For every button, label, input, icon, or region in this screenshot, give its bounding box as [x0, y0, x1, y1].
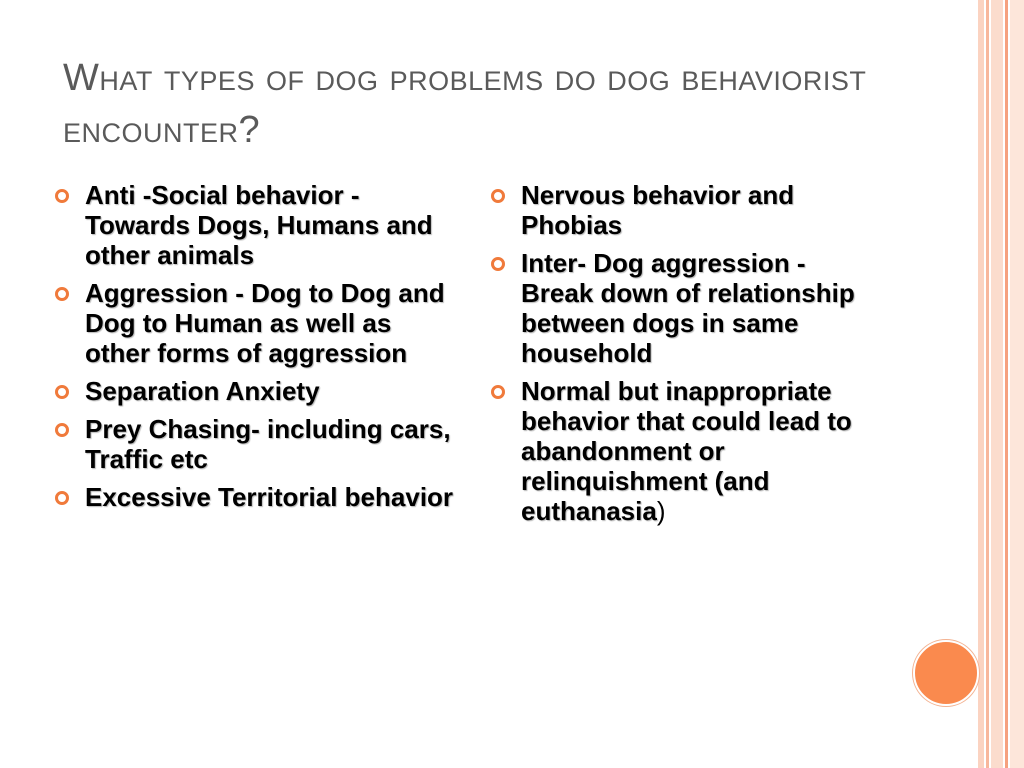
list-item-text: Separation Anxiety — [85, 376, 320, 406]
closing-paren: ) — [656, 496, 666, 526]
list-item-text: Nervous behavior and Phobias — [521, 180, 795, 240]
stripe — [978, 0, 984, 768]
bullet-icon — [491, 189, 505, 203]
stripe — [1005, 0, 1008, 768]
bullet-icon — [491, 385, 505, 399]
list-item — [55, 482, 455, 512]
slide-title: What types of dog problems do dog behaviorist encounter? — [63, 57, 867, 151]
list-item-text: Prey Chasing- including cars, Traffic etc — [85, 414, 451, 474]
left-bullet-list — [55, 180, 455, 520]
bullet-icon — [55, 423, 69, 437]
list-item — [55, 180, 455, 270]
stripe — [986, 0, 989, 768]
list-item — [491, 248, 881, 368]
orange-circle-icon — [913, 640, 979, 706]
right-bullet-list — [491, 180, 881, 534]
list-item-text: Normal but inappropriate behavior that could lead to abandonment or relinquishment (and euthanasia — [521, 376, 852, 526]
stripe — [991, 0, 1003, 768]
list-item — [491, 376, 881, 526]
stripe — [1010, 0, 1024, 768]
decorative-stripes — [978, 0, 1024, 768]
list-item-text: Aggression - Dog to Dog and Dog to Human as well as other forms of aggression — [85, 278, 445, 368]
bullet-icon — [55, 287, 69, 301]
list-item-text: Inter- Dog aggression - Break down of relationship between dogs in same household — [521, 248, 855, 368]
bullet-icon — [55, 385, 69, 399]
bullet-icon — [55, 189, 69, 203]
list-item — [55, 278, 455, 368]
bullet-icon — [491, 257, 505, 271]
list-item — [55, 414, 455, 474]
bullet-icon — [55, 491, 69, 505]
list-item — [55, 376, 455, 406]
list-item-text: Excessive Territorial behavior — [85, 482, 454, 512]
list-item — [491, 180, 881, 240]
list-item-text: Anti -Social behavior - Towards Dogs, Humans and other animals — [85, 180, 433, 270]
